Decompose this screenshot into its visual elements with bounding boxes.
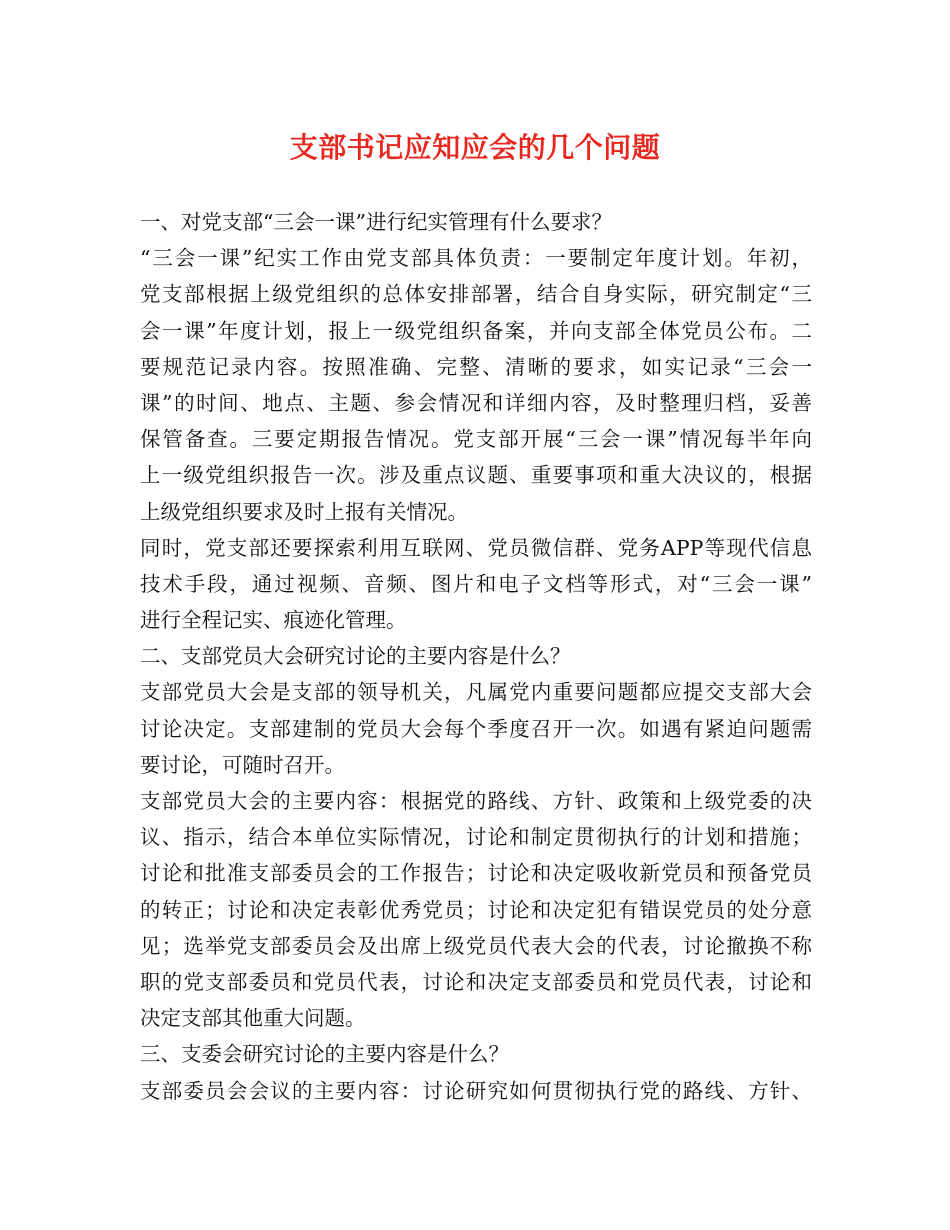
- text-line: 一、对党支部“三会一课”进行纪实管理有什么要求？: [140, 210, 612, 234]
- text-line: 讨论决定。支部建制的党员大会每个季度召开一次。如遇有紧迫问题需: [140, 716, 812, 741]
- text-line: 的转正；讨论和决定表彰优秀党员；讨论和决定犯有错误党员的处分意: [140, 897, 812, 922]
- text-line: 支部委员会会议的主要内容：讨论研究如何贯彻执行党的路线、方针、: [140, 1078, 812, 1103]
- text-line: 见；选举党支部委员会及出席上级党员代表大会的代表，讨论撤换不称: [140, 933, 812, 958]
- text-line: 会一课”年度计划，报上一级党组织备案，并向支部全体党员公布。二: [140, 318, 812, 343]
- text-line: 要规范记录内容。按照准确、完整、清晰的要求，如实记录“三会一: [140, 354, 812, 379]
- text-line: 课”的时间、地点、主题、参会情况和详细内容，及时整理归档，妥善: [140, 390, 812, 415]
- text-line: 要讨论，可随时召开。: [140, 752, 345, 777]
- text-line: 上级党组织要求及时上报有关情况。: [140, 499, 468, 524]
- text-line: 支部党员大会的主要内容：根据党的路线、方针、政策和上级党委的决: [140, 789, 812, 813]
- text-line: 进行全程记实、痕迹化管理。: [140, 608, 407, 633]
- document-title: 支部书记应知应会的几个问题: [289, 131, 661, 164]
- text-line: 技术手段，通过视频、音频、图片和电子文档等形式，对“三会一课”: [140, 571, 812, 596]
- text-line: 二、支部党员大会研究讨论的主要内容是什么？: [140, 644, 571, 669]
- text-line: 同时，党支部还要探索利用互联网、党员微信群、党务APP等现代信息: [140, 535, 812, 560]
- text-line: 党支部根据上级党组织的总体安排部署，结合自身实际，研究制定“三: [140, 282, 812, 307]
- text-line: 议、指示，结合本单位实际情况，讨论和制定贯彻执行的计划和措施；: [140, 825, 812, 850]
- text-line: 保管备查。三要定期报告情况。党支部开展“三会一课”情况每半年向: [140, 427, 812, 452]
- text-line: 支部党员大会是支部的领导机关，凡属党内重要问题都应提交支部大会: [140, 680, 812, 705]
- text-line: 职的党支部委员和党员代表，讨论和决定支部委员和党员代表，讨论和: [140, 969, 812, 994]
- text-line: 决定支部其他重大问题。: [140, 1006, 366, 1031]
- text-line: “三会一课”纪实工作由党支部具体负责：一要制定年度计划。年初，: [140, 246, 812, 271]
- document-body: [140, 204, 812, 1109]
- text-line: 讨论和批准支部委员会的工作报告；讨论和决定吸收新党员和预备党员: [140, 861, 812, 886]
- text-line: 三、支委会研究讨论的主要内容是什么？: [140, 1042, 509, 1067]
- text-line: 上一级党组织报告一次。涉及重点议题、重要事项和重大决议的，根据: [140, 463, 812, 488]
